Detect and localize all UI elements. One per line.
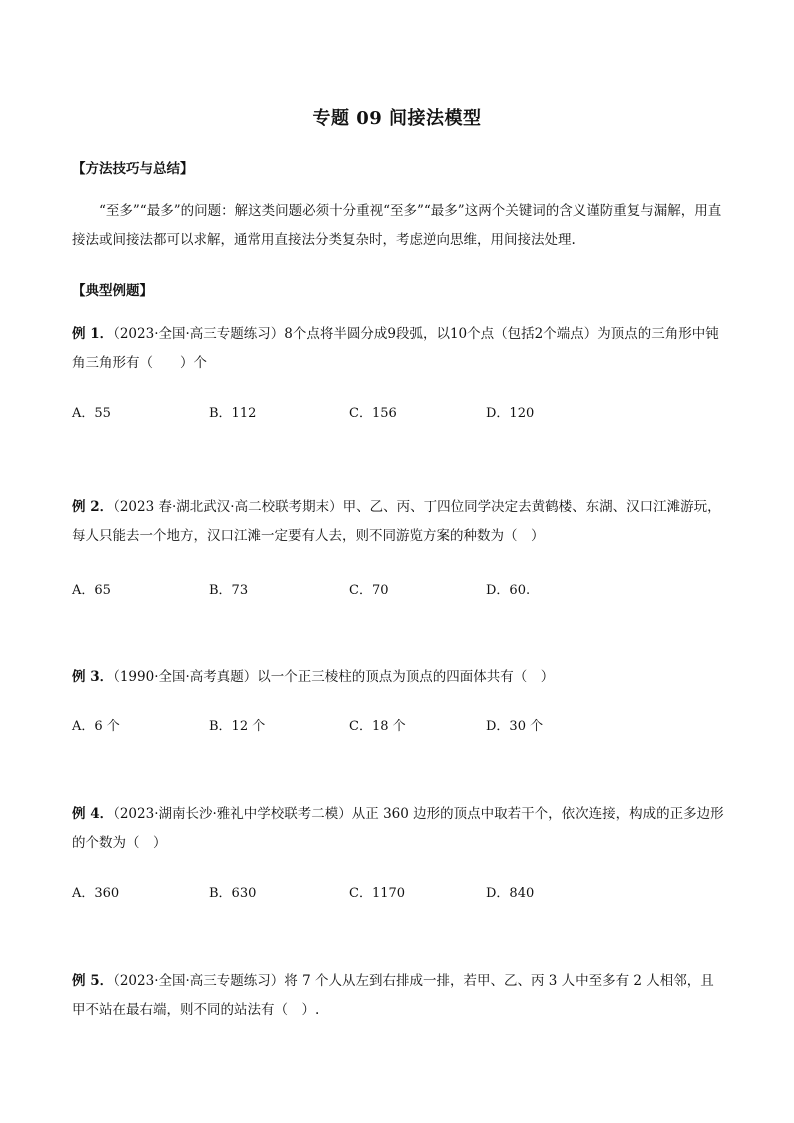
example-2-label: 例 2． [72, 499, 114, 515]
option-d: D．120 [486, 406, 535, 421]
example-1-options [72, 402, 724, 422]
option-b: B．630 [209, 886, 257, 901]
option-d: D．30 个 [486, 719, 544, 734]
example-4-options [72, 882, 724, 902]
option-c: C．70 [349, 583, 389, 598]
example-5-text: （2023·全国·高三专题练习）将 7 个人从左到右排成一排，若甲、乙、丙 3 人中至多有 2 人相邻，且甲不站在最右端，则不同的站法有（ ）. [72, 973, 714, 1018]
example-3-options [72, 715, 724, 735]
option-d: D．840 [486, 886, 535, 901]
example-5 [72, 967, 724, 1025]
example-4 [72, 800, 724, 858]
option-a: A．360 [72, 886, 120, 901]
example-1 [72, 320, 724, 378]
option-b: B．12 个 [209, 719, 266, 734]
option-d: D．60. [486, 583, 531, 598]
option-b: B．73 [209, 583, 249, 598]
example-4-label: 例 4． [72, 806, 114, 822]
option-c: C．156 [349, 406, 397, 421]
page-title: 专题 09 间接法模型 [312, 108, 482, 129]
examples-heading: 【典型例题】 [72, 283, 153, 299]
option-c: C．1170 [349, 886, 406, 901]
option-c: C．18 个 [349, 719, 406, 734]
example-3 [72, 663, 724, 692]
example-1-label: 例 1． [72, 326, 114, 342]
method-heading: 【方法技巧与总结】 [72, 161, 194, 177]
option-b: B．112 [209, 406, 257, 421]
example-3-text: （1990·全国·高考真题）以一个正三棱柱的顶点为顶点的四面体共有（ ） [113, 669, 555, 685]
example-3-label: 例 3． [72, 669, 114, 685]
method-summary-text: “至多”“最多”的问题：解这类问题必须十分重视“至多”“最多”这两个关键词的含义谨防重复与漏解，用直接法或间接法都可以求解，通常用直接法分类复杂时，考虑逆向思维，用间接法处理. [72, 203, 722, 248]
example-1-text: （2023·全国·高三专题练习）8个点将半圆分成9段弧，以10个点（包括2个端点）为顶点的三角形中钝角三角形有（ ）个 [72, 326, 719, 371]
example-2-options [72, 579, 724, 599]
example-2-text: （2023 春·湖北武汉·高二校联考期末）甲、乙、丙、丁四位同学决定去黄鹤楼、东湖、汉口江滩游玩，每人只能去一个地方，汉口江滩一定要有人去，则不同游览方案的种数为（ ） [72, 499, 721, 544]
option-a: A．6 个 [72, 719, 120, 734]
example-2 [72, 493, 724, 551]
example-4-text: （2023·湖南长沙·雅礼中学校联考二模）从正 360 边形的顶点中取若干个，依次连接，构成的正多边形的个数为（ ） [72, 806, 724, 851]
example-5-label: 例 5． [72, 973, 114, 989]
option-a: A．65 [72, 583, 111, 598]
option-a: A．55 [72, 406, 111, 421]
